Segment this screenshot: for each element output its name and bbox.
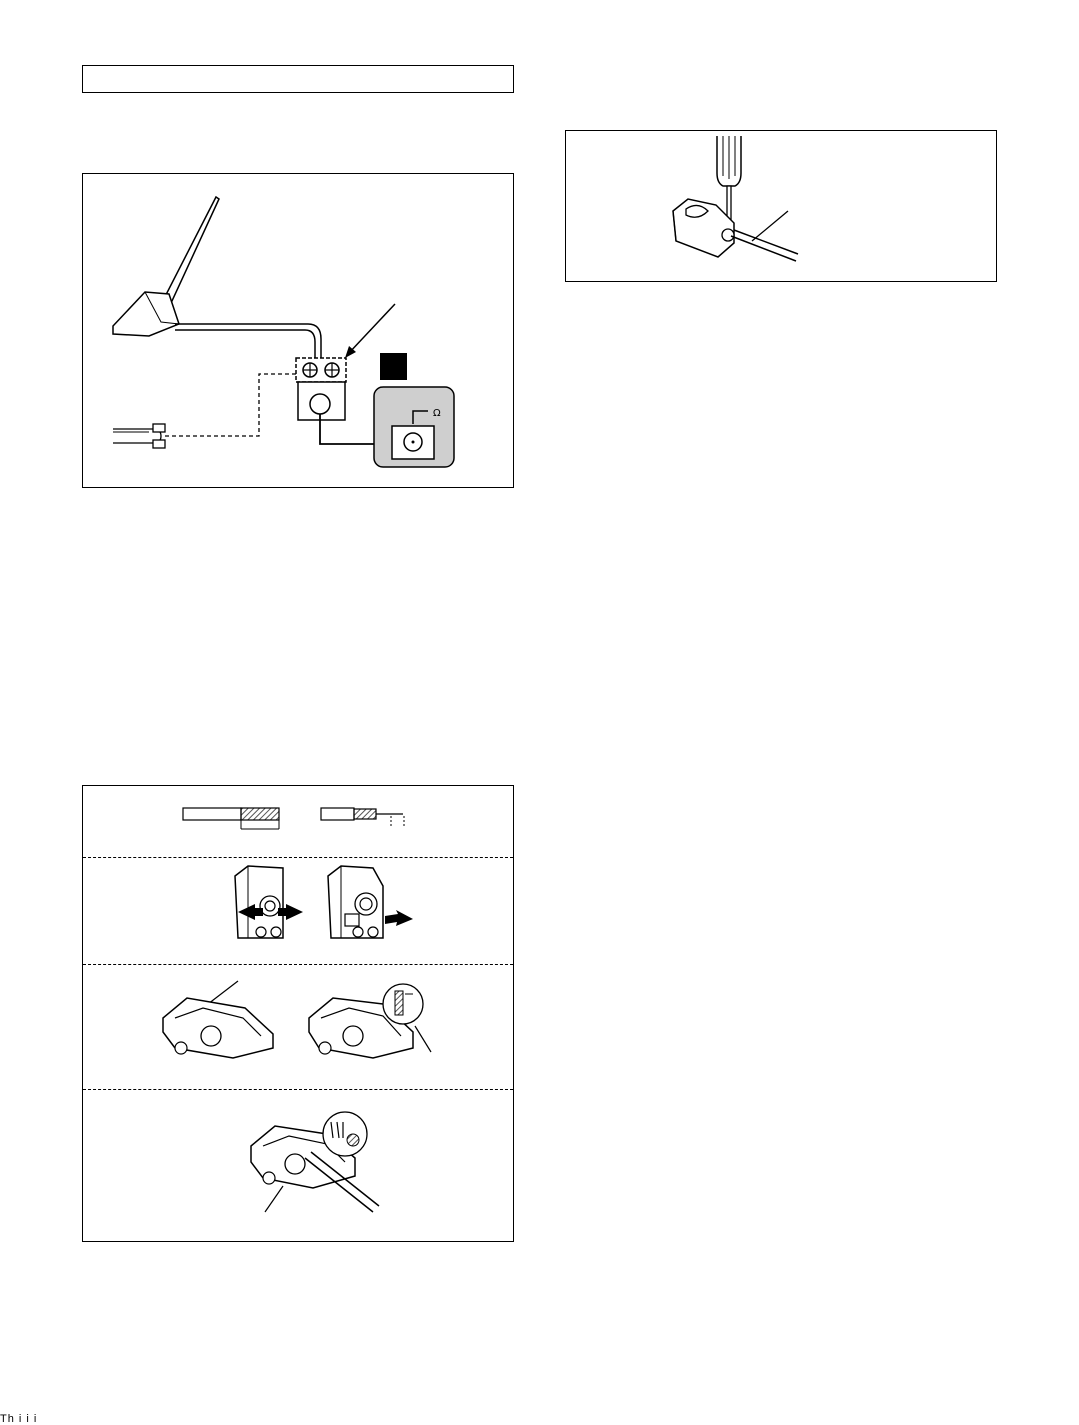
arrow-pull-icon [385, 910, 413, 926]
cable [731, 230, 798, 261]
screwdriver-figure [565, 130, 997, 282]
antenna-connection-figure [82, 173, 514, 488]
antenna-diagram [83, 174, 512, 486]
assembly-steps-diagram [83, 786, 512, 1240]
spade-lug-top [153, 424, 165, 432]
antenna-base [113, 292, 179, 336]
pointer-line [752, 211, 788, 241]
section-title-box [82, 65, 514, 93]
ohm-symbol: Ω [433, 408, 441, 419]
assembly-steps-figure [82, 785, 514, 1242]
footer-text-fragment: Th i i i [0, 1413, 38, 1425]
adapter-screw [722, 229, 734, 241]
step-strip-cable [183, 808, 404, 829]
adapter-socket [310, 394, 330, 414]
step-open-housing [235, 866, 413, 938]
marker-square [380, 353, 407, 380]
dashed-wire [165, 374, 296, 436]
step-clamp-cable [251, 1112, 379, 1212]
step-insert-cable [163, 981, 431, 1058]
detail-magnifier [323, 1112, 367, 1156]
screwdriver-diagram [566, 131, 995, 280]
spade-lug-bottom [153, 440, 165, 448]
pointer-line [348, 304, 395, 354]
